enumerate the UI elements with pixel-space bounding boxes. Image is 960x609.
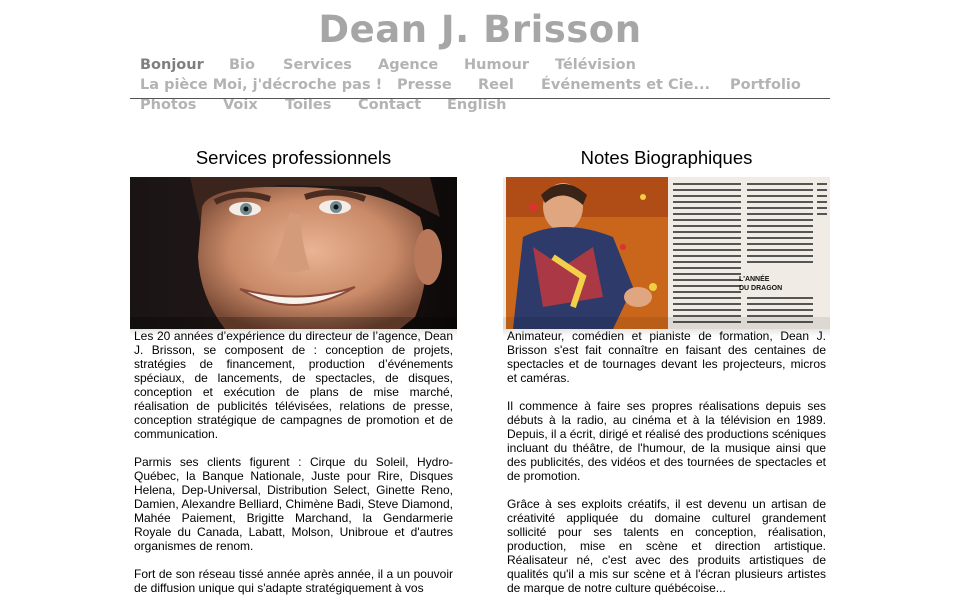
services-paragraph-3: Fort de son réseau tissé année après année, il a un pouvoir de diffusion unique qui s'adapte stratégiquement à vos	[134, 567, 453, 595]
clipping-headline-2: DU DRAGON	[739, 285, 783, 292]
nav-link-toiles[interactable]: Toiles	[285, 97, 332, 113]
main-nav	[130, 56, 830, 116]
nav-link-television[interactable]: Télévision	[555, 57, 636, 73]
magazine-clipping	[503, 177, 830, 329]
services-text	[130, 329, 457, 595]
services-paragraph-2: Parmis ses clients figurent : Cirque du Soleil, Hydro-Québec, la Banque Nationale, Juste pour Rire, Disques Helena, Dep-Universal, Distribution Select, Ginette Reno, Damien, Alexandre Belliard, Chimène Badi, Steve Diamond, Mahée Paiement, Brigitte Marchand, la Gendarmerie Royale du Canada, Labatt, Molson, Unibroue et d'autres organismes de renom.	[134, 455, 453, 553]
bio-paragraph-1: Animateur, comédien et pianiste de formation, Dean J. Brisson s'est fait connaître en faisant des centaines de spectacles et de tournages devant les projecteurs, micros et caméras.	[507, 329, 826, 385]
nav-link-reel[interactable]: Reel	[478, 77, 514, 93]
services-paragraph-1: Les 20 années d’expérience du directeur de l’agence, Dean J. Brisson, se composent de : conception de projets, stratégies de financement, production d’événements spéciaux, de lancements, de spectacles, de disques, conception et exécution de plans de mise marché, réalisation de publicités télévisées, relations de presse, conception stratégique de campagnes de promotion et de communication.	[134, 329, 453, 441]
nav-link-portfolio[interactable]: Portfolio	[730, 77, 801, 93]
nav-link-evenements[interactable]: Événements et Cie...	[541, 77, 711, 93]
bio-text	[503, 329, 830, 595]
site-title: Dean J. Brisson	[318, 8, 642, 51]
bio-paragraph-3: Grâce à ses exploits créatifs, il est devenu un artisan de créativité appliquée du domaine culturel grandement sollicité pour ses talents en conception, réalisation, production, mise en scène et direction artistique. Réalisateur né, c'est avec des produits artistiques de qualités qu'il a mis sur scène et à l'écran plusieurs artistes de marque de notre culture québécoise...	[507, 497, 826, 595]
services-heading: Services professionnels	[195, 147, 392, 168]
nav-link-la-piece[interactable]: La pièce Moi, j'décroche pas !	[140, 77, 383, 93]
bio-heading: Notes Biographiques	[580, 147, 753, 168]
nav-link-voix[interactable]: Voix	[223, 97, 258, 113]
services-column	[130, 146, 457, 609]
bio-column	[503, 146, 830, 609]
bio-paragraph-2: Il commence à faire ses propres réalisations depuis ses débuts à la radio, au cinéma et à la télévision en 1989. Depuis, il a écrit, dirigé et réalisé des productions scéniques incluant du théâtre, de l'humour, de la musique ainsi que des publicités, des vidéos et des tournées de spectacles et de promotion.	[507, 399, 826, 483]
nav-link-agence[interactable]: Agence	[378, 57, 439, 73]
nav-link-presse[interactable]: Presse	[397, 77, 452, 93]
nav-link-photos[interactable]: Photos	[140, 97, 197, 113]
nav-link-english[interactable]: English	[447, 97, 507, 113]
nav-link-contact[interactable]: Contact	[358, 97, 422, 113]
portrait-photo	[130, 177, 457, 329]
nav-divider	[130, 98, 830, 99]
nav-row-3	[130, 96, 830, 116]
nav-link-services[interactable]: Services	[283, 57, 352, 73]
nav-link-humour[interactable]: Humour	[464, 57, 530, 73]
clipping-headline-1: L'ANNÉE	[739, 276, 770, 283]
nav-row-1	[130, 56, 830, 76]
nav-row-2	[130, 76, 830, 96]
nav-link-bio[interactable]: Bio	[229, 57, 255, 73]
nav-link-bonjour[interactable]: Bonjour	[140, 57, 204, 73]
